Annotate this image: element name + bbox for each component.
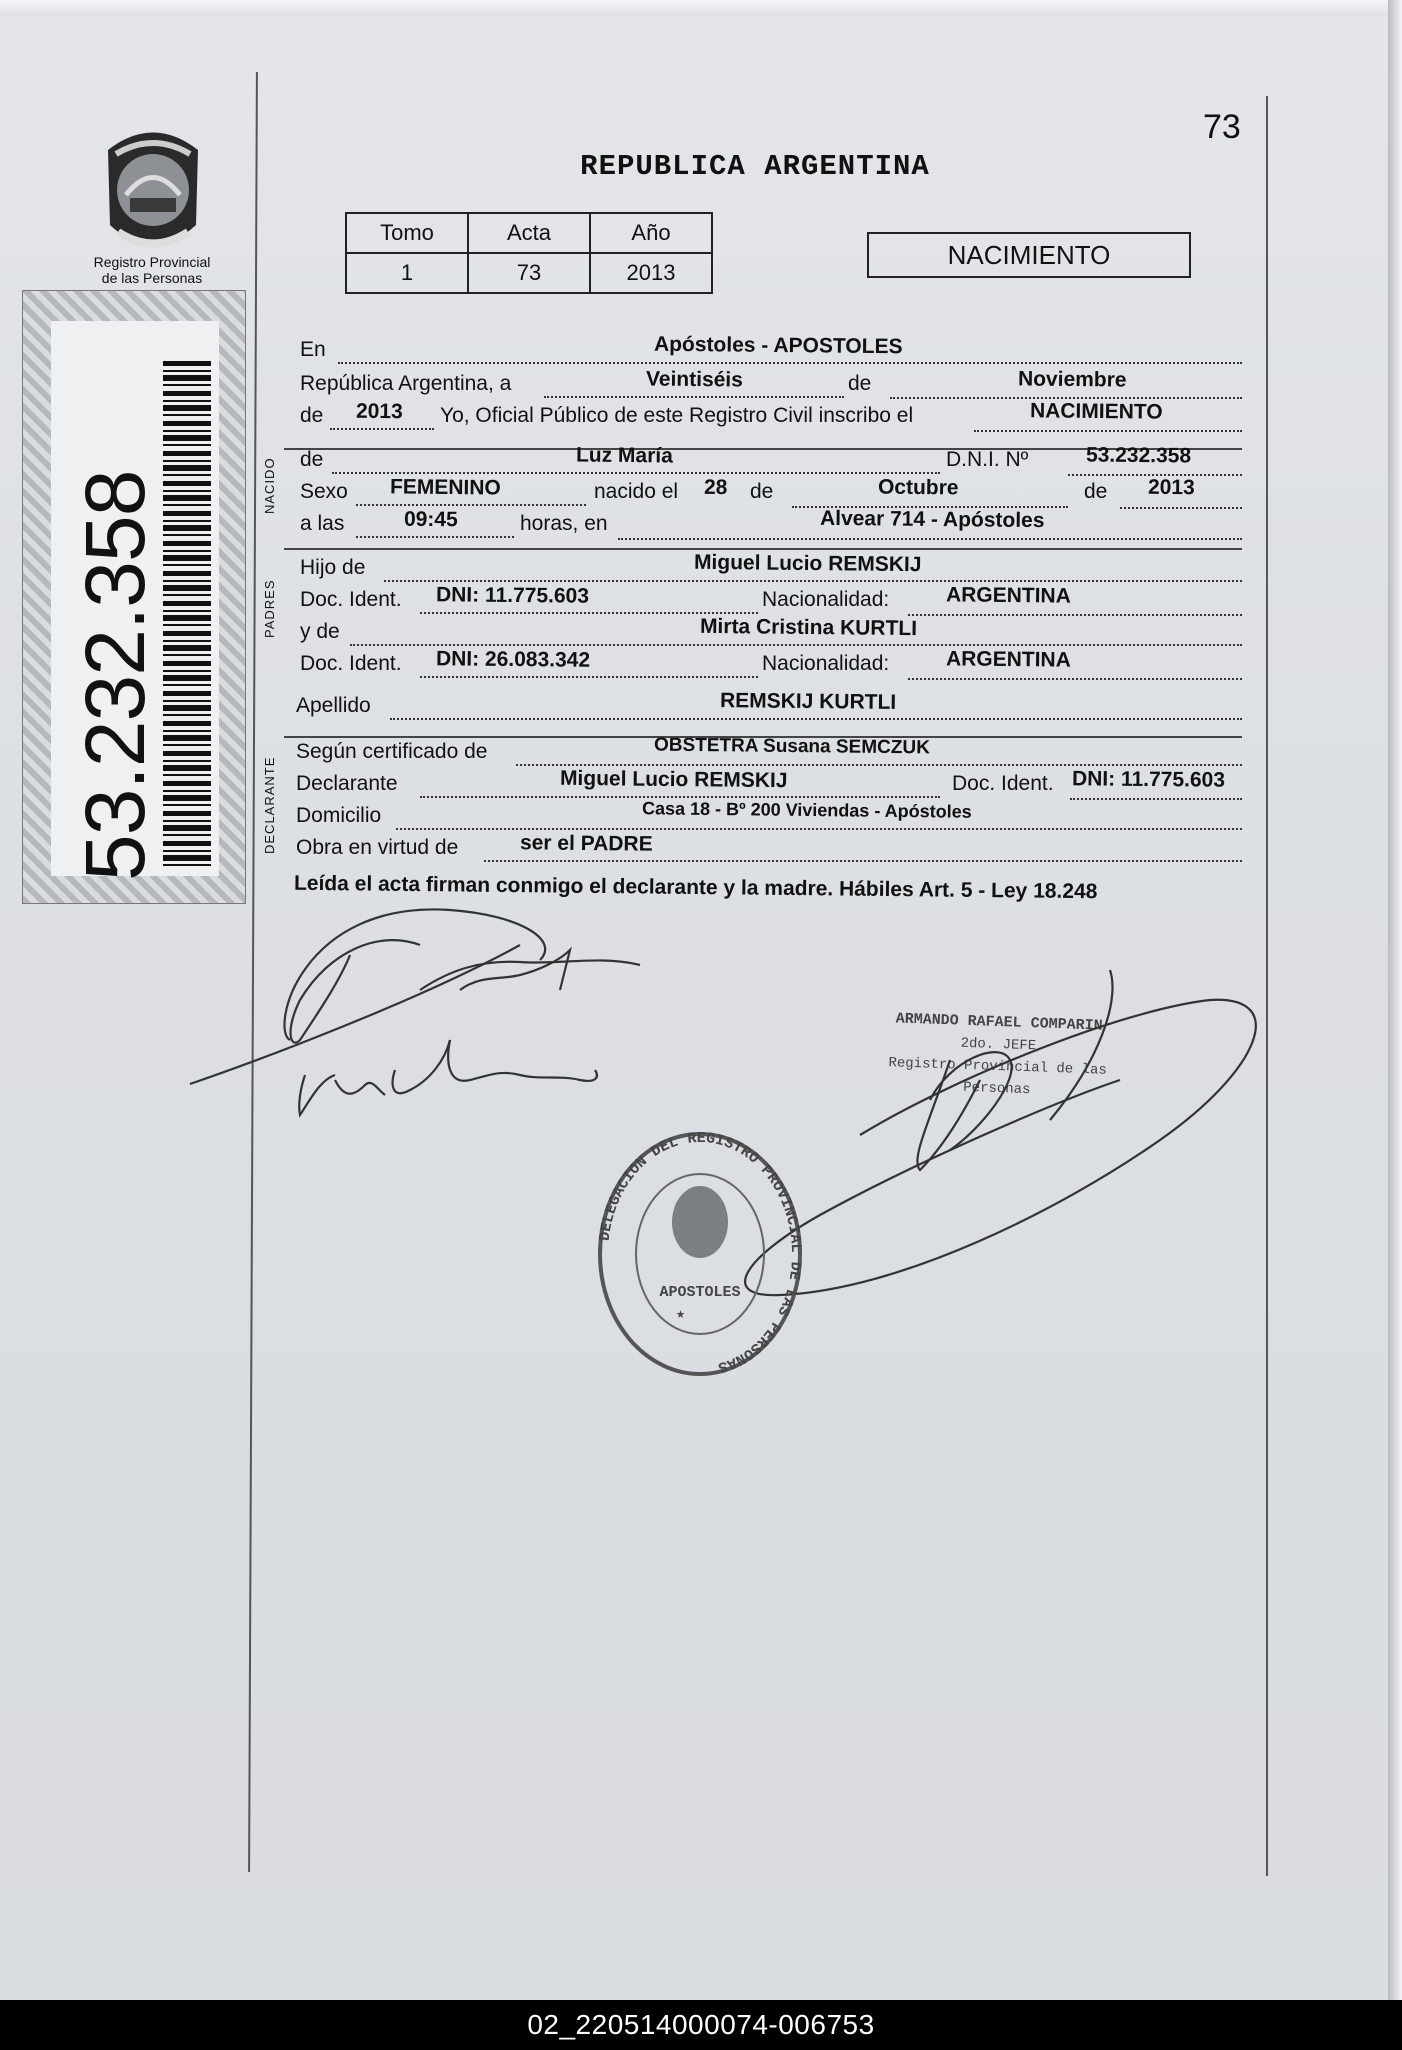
registry-caption — [62, 254, 242, 286]
label-doc-madre: Doc. Ident. — [300, 652, 402, 675]
dotted-line — [338, 362, 1242, 364]
closing-statement: Leída el acta firman conmigo el declarante y la madre. Hábiles Art. 5 - Ley 18.248 — [293, 871, 1098, 904]
dotted-line — [618, 538, 1242, 540]
official-name: ARMANDO RAFAEL COMPARIN — [895, 1010, 1103, 1035]
value-anio: 2013 — [590, 253, 712, 293]
dotted-line — [356, 536, 514, 538]
label-obra: Obra en virtud de — [296, 836, 459, 859]
right-margin-line — [1266, 96, 1268, 1876]
value-acta: 73 — [468, 253, 590, 293]
header-tomo: Tomo — [346, 213, 468, 253]
country-heading: REPUBLICA ARGENTINA — [580, 150, 930, 183]
official-office: Registro Provincial de las Personas — [888, 1055, 1108, 1099]
dotted-line — [1120, 507, 1242, 509]
dotted-line — [356, 504, 586, 506]
act-type-box: NACIMIENTO — [867, 232, 1191, 278]
label-sexo: Sexo — [300, 480, 348, 503]
dotted-line — [396, 828, 1242, 830]
label-domicilio: Domicilio — [296, 804, 382, 827]
label-de-nombre: de — [300, 448, 324, 471]
registry-caption-line1: Registro Provincial — [93, 254, 211, 270]
seal-star-icon: ★ — [676, 1306, 686, 1323]
value-padre: Miguel Lucio REMSKIJ — [693, 550, 922, 577]
dotted-line — [974, 430, 1242, 432]
dotted-line — [1070, 798, 1242, 800]
value-declarante: Miguel Lucio REMSKIJ — [559, 766, 788, 793]
dotted-line — [420, 612, 758, 614]
label-hijo-de: Hijo de — [300, 556, 366, 579]
label-de-anio-nacimiento: de — [1084, 480, 1108, 503]
value-mes: Noviembre — [1017, 367, 1127, 392]
svg-text:DELEGACION DEL REGISTRO PROVIN — [597, 1130, 804, 1376]
mother-signature-icon — [299, 1040, 597, 1115]
label-nacido-el: nacido el — [594, 480, 679, 503]
value-sexo: FEMENINO — [389, 475, 501, 500]
label-nacionalidad-madre: Nacionalidad: — [762, 652, 890, 675]
value-dni: 53.232.358 — [1085, 443, 1192, 468]
section-label-nacido: NACIDO — [262, 457, 277, 514]
id-number-panel — [22, 290, 246, 904]
label-certificado: Según certificado de — [296, 740, 488, 763]
dotted-line — [332, 472, 940, 474]
dotted-line — [908, 678, 1242, 680]
paper-top-edge — [0, 0, 1402, 16]
label-doc-declarante: Doc. Ident. — [952, 772, 1054, 795]
header-anio: Año — [590, 213, 712, 253]
dotted-line — [544, 396, 844, 398]
paper-right-edge — [1388, 0, 1402, 2000]
barcode-icon — [163, 361, 211, 866]
label-a-las: a las — [300, 512, 345, 535]
label-nacionalidad-padre: Nacionalidad: — [762, 588, 890, 611]
label-declarante: Declarante — [296, 772, 398, 795]
official-role: 2do. JEFE — [960, 1035, 1037, 1055]
footer-code: 02_220514000074-006753 — [0, 2000, 1402, 2050]
left-margin-line — [248, 72, 258, 1872]
label-oficial-publico: Yo, Oficial Público de este Registro Civil inscribo el — [440, 404, 914, 427]
seal-ring-text: DELEGACION DEL REGISTRO PROVINCIAL DE LAS PERSONAS — [596, 1129, 805, 1376]
id-number-vertical: 53.232.358 — [68, 470, 162, 881]
value-domicilio: Casa 18 - Bº 200 Viviendas - Apóstoles — [641, 798, 972, 822]
value-doc-madre: DNI: 26.083.342 — [435, 647, 591, 672]
official-stamp — [877, 1008, 1120, 1104]
record-table-header-row — [346, 213, 712, 253]
divider-nacido — [284, 548, 1242, 550]
value-nombre: Luz María — [575, 443, 673, 468]
value-anio-inscripcion: 2013 — [355, 399, 403, 424]
label-apellido: Apellido — [296, 694, 371, 717]
value-anio-nacimiento: 2013 — [1147, 475, 1195, 500]
label-horas-en: horas, en — [520, 512, 608, 535]
value-dia: Veintiséis — [645, 367, 744, 392]
value-dia-nacimiento: 28 — [703, 475, 728, 500]
value-hora: 09:45 — [403, 507, 458, 532]
section-label-declarante: DECLARANTE — [262, 756, 277, 854]
value-doc-padre: DNI: 11.775.603 — [435, 583, 590, 608]
dotted-line — [516, 764, 1242, 766]
value-tipo-inscripcion: NACIMIENTO — [1029, 399, 1163, 424]
value-lugar-nacimiento: Alvear 714 - Apóstoles — [819, 506, 1045, 533]
dotted-line — [330, 428, 434, 430]
value-tomo: 1 — [346, 253, 468, 293]
label-en: En — [300, 338, 326, 361]
record-table-value-row — [346, 253, 712, 293]
label-de-anio: de — [300, 404, 324, 427]
label-de-mes: de — [848, 372, 872, 395]
page-number: 73 — [1203, 108, 1241, 146]
record-table — [345, 212, 713, 294]
dotted-line — [390, 718, 1242, 720]
value-obra: ser el PADRE — [519, 831, 653, 856]
dotted-line — [908, 614, 1242, 616]
value-nacionalidad-padre: ARGENTINA — [945, 583, 1071, 608]
label-republica: República Argentina, a — [300, 372, 512, 395]
value-mes-nacimiento: Octubre — [877, 475, 959, 500]
value-nacionalidad-madre: ARGENTINA — [945, 647, 1071, 672]
label-de-mes-nacimiento: de — [750, 480, 774, 503]
declarant-signature-icon — [190, 909, 640, 1084]
value-doc-declarante: DNI: 11.775.603 — [1071, 767, 1226, 792]
registry-caption-line2: de las Personas — [101, 270, 203, 286]
value-apellido: REMSKIJ KURTLI — [719, 689, 897, 714]
label-y-de: y de — [300, 620, 340, 643]
dotted-line — [384, 580, 1242, 582]
label-doc-padre: Doc. Ident. — [300, 588, 402, 611]
dotted-line — [484, 860, 1242, 862]
value-certificado: OBSTETRA Susana SEMCZUK — [653, 734, 930, 759]
seal-center-text: APOSTOLES — [659, 1284, 741, 1301]
value-lugar-inscripcion: Apóstoles - APOSTOLES — [653, 332, 903, 359]
header-acta: Acta — [468, 213, 590, 253]
section-label-padres: PADRES — [262, 579, 277, 638]
label-dni: D.N.I. Nº — [946, 448, 1029, 471]
delegation-seal-icon — [597, 1130, 804, 1376]
dotted-line — [420, 676, 758, 678]
province-crest-icon — [88, 120, 218, 260]
dotted-line — [350, 644, 1242, 646]
id-panel-inner — [51, 321, 219, 881]
value-madre: Mirta Cristina KURTLI — [699, 614, 918, 641]
